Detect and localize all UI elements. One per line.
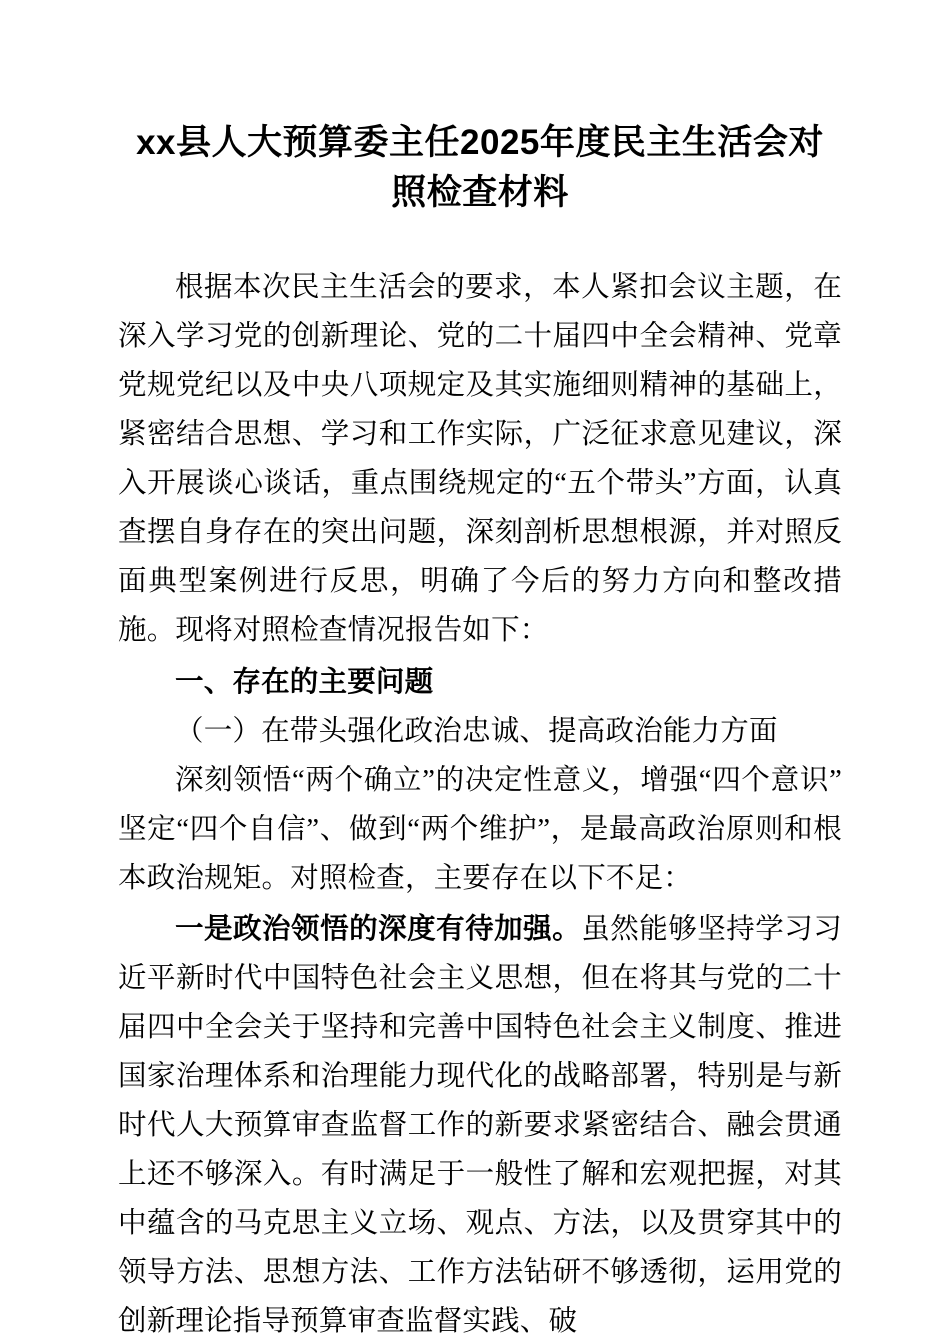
paragraph-political-principles: 深刻领悟“两个确立”的决定性意义，增强“四个意识”坚定“四个自信”、做到“两个维护”，是最高政治原则和根本政治规矩。对照检查，主要存在以下不足： [118,764,842,894]
document-title: xx县人大预算委主任2025年度民主生活会对照检查材料 [136,123,824,212]
paragraph-intro: 根据本次民主生活会的要求，本人紧扣会议主题，在深入学习党的创新理论、党的二十届四中全会精神、党章党规党纪以及中央八项规定及其实施细则精神的基础上，紧密结合思想、学习和工作实际，广泛征求意见建议，深入开展谈心谈话，重点围绕规定的“五个带头”方面，认真查摆自身存在的突出问题，深刻剖析思想根源，并对照反面典型案例进行反思，明确了今后的努力方向和整改措施。现将对照检查情况报告如下： [118,272,842,647]
paragraph-point-one [118,905,842,1344]
section-heading-main-problems: 一、存在的主要问题 [175,665,434,698]
point-one-body: 虽然能够坚持学习习近平新时代中国特色社会主义思想，但在将其与党的二十届四中全会关于坚持和完善中国特色社会主义制度、推进国家治理体系和治理能力现代化的战略部署，特别是与新时代人大预算审查监督工作的新要求紧密结合、融会贯通上还不够深入。有时满足于一般性了解和宏观把握，对其中蕴含的马克思主义立场、观点、方法，以及贯穿其中的领导方法、思想方法、工作方法钻研不够透彻，运用党的创新理论指导预算审查监督实践、破 [118,913,842,1337]
point-one-lead: 一是政治领悟的深度有待加强。 [175,912,582,945]
subsection-heading-political-loyalty: （一）在带头强化政治忠诚、提高政治能力方面 [175,715,778,747]
